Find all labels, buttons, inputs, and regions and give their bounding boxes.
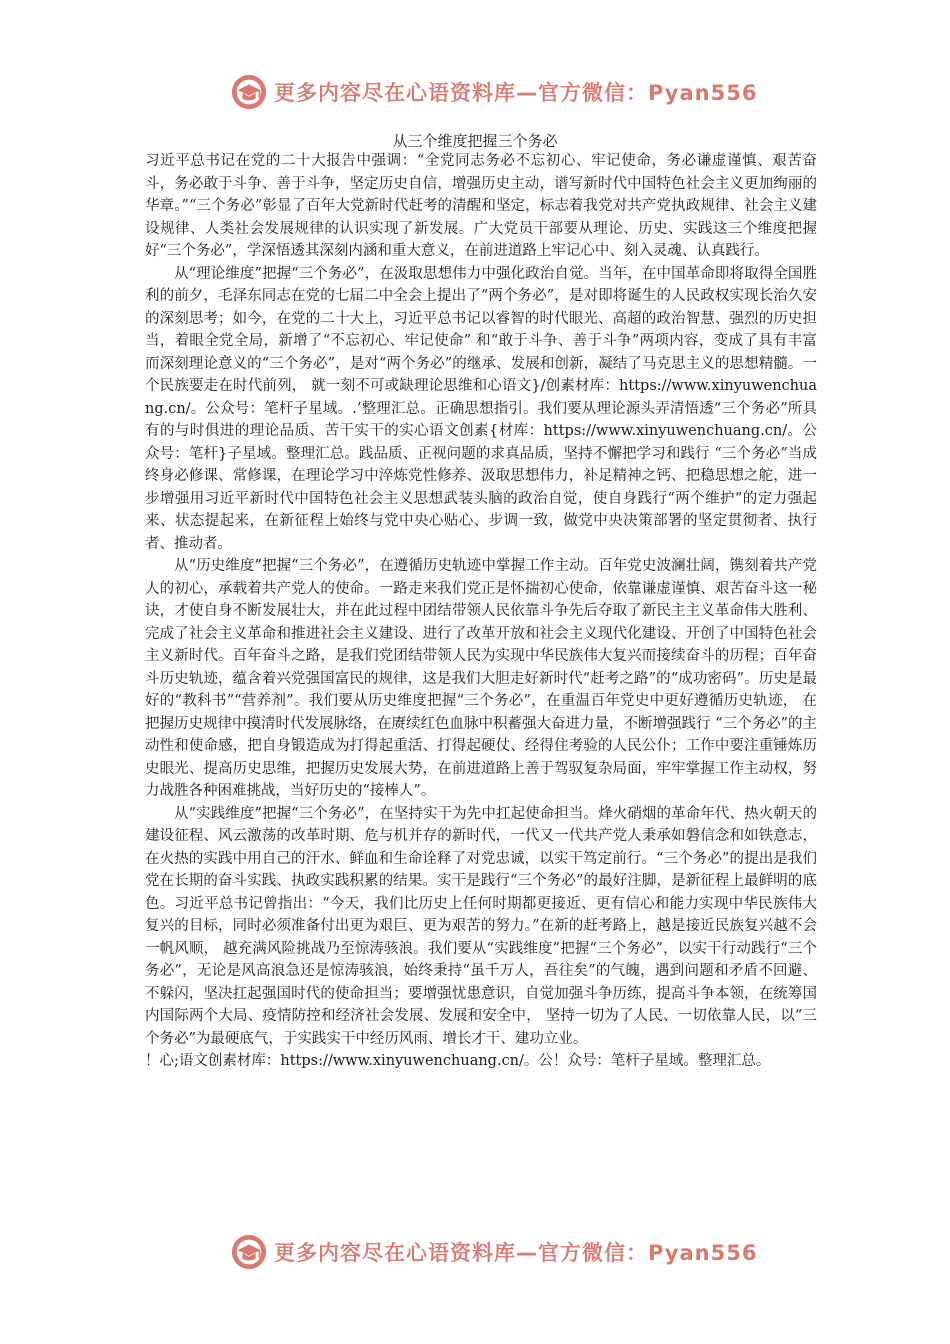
header-banner — [230, 72, 757, 112]
paragraph-footer-note: ！心;语文创素材库：https://www.xinyuwenchuang.cn/。公！众号：笔杆子星域。整理汇总。 — [145, 1053, 771, 1069]
paragraph-practice: 从“实践维度”把握“三个务必”，在坚持实干为先中扛起使命担当。烽火硝烟的革命年代、热火朝天的建设征程、风云激荡的改革时期、危与机并存的新时代，一代又一代共产党人秉承如磐信念和如铁意志，在火热的实践中用自己的汗水、鲜血和生命诠释了对党忠诚，以实干笃定前行。“三个务必”的提出是我们党在长期的奋斗实践、执政实践积累的结果。实干是践行“三个务必”的最好注脚，是新征程上最鲜明的底色。习近平总书记曾指出：“今天，我们比历史上任何时期都更接近、更有信心和能力实现中华民族伟大复兴的目标，同时必须准备付出更为艰巨、更为艰苦的努力。”在新的赶考路上，越是接近民族复兴越不会一帆风顺， 越充满风险挑战乃至惊涛骇浪。我们要从“实践维度”把握“三个务必”，以实干行动践行“三个务必”，无论是风高浪急还是惊涛骇浪，始终秉持“虽千万人，吾往矣”的气魄，遇到问题和矛盾不回避、不躲闪，坚决扛起强国时代的使命担当；要增强忧患意识，自觉加强斗争历练，提高斗争本领，在统筹国内国际两个大局、疫情防控和经济社会发展、发展和安全中， 坚持一切为了人民、一切依靠人民，以“三个务必”为最硬底气，于实践实干中经历风雨、增长才干、建功立业。 — [145, 805, 817, 1047]
mortarboard-icon — [230, 73, 268, 111]
paragraph-history: 从“历史维度”把握“三个务必”，在遵循历史轨迹中掌握工作主动。百年党史波澜壮阔，镌刻着共产党人的初心，承载着共产党人的使命。一路走来我们党正是怀揣初心使命，依靠谦虚谨慎、艰苦奋斗这一秘诀，才使自身不断发展壮大，并在此过程中团结带领人民依靠斗争先后夺取了新民主主义革命伟大胜利、完成了社会主义革命和推进社会主义建设、进行了改革开放和社会主义现代化建设、开创了中国特色社会主义新时代。百年奋斗之路，是我们党团结带领人民为实现中华民族伟大复兴而接续奋斗的历程；百年奋斗历史轨迹，蕴含着兴党强国富民的规律，这是我们大胆走好新时代“赶考之路”的“成功密码”。历史是最好的“教科书”“营养剂”。我们要从历史维度把握“三个务必”，在重温百年党史中更好遵循历史轨迹， 在把握历史规律中摸清时代发展脉络，在赓续红色血脉中积蓄强大奋进力量，不断增强践行 “三个务必”的主动性和使命感，把自身锻造成为打得起重活、打得起硬仗、经得住考验的人民公仆；工作中要注重锤炼历史眼光、提高历史思维，把握历史发展大势，在前进道路上善于驾驭复杂局面，牢牢掌握工作主动权，努力战胜各种困难挑战，当好历史的“接棒人”。 — [145, 558, 817, 799]
footer-banner — [230, 1232, 757, 1272]
banner-text: 更多内容尽在心语资料库—官方微信：Pyan556 — [274, 81, 758, 105]
mortarboard-icon — [230, 1233, 268, 1271]
document-body — [145, 150, 817, 1073]
paragraph-theory: 从“理论维度”把握“三个务必”，在汲取思想伟力中强化政治自觉。当年，在中国革命即将取得全国胜利的前夕，毛泽东同志在党的七届二中全会上提出了“两个务必”，是对即将诞生的人民政权实现长治久安的深刻思考；如今，在党的二十大上，习近平总书记以睿智的时代眼光、高超的政治智慧、强烈的历史担当，着眼全党全局，新增了“不忘初心、牢记使命” 和“敢于斗争、善于斗争”两项内容，变成了具有丰富而深刻理论意义的“三个务必”，是对“两个务必”的继承、发展和创新，凝结了马克思主义的思想精髓。一个民族要走在时代前列， 就一刻不可或缺理论思维和心语文}/创素材库：https://www.xinyuwenchuang.cn/。公众号：笔杆子星域。.’整理汇总。正确思想指引。我们要从理论源头弄清悟透“三个务必”所具有的与时俱进的理论品质、苦干实干的实心语文创素{材库：https://www.xinyuwenchuang.cn/。公众号：笔杆}子星域。整理汇总。践品质、正视问题的求真品质，坚持不懈把学习和践行 “三个务必”当成终身必修课、常修课，在理论学习中淬炼党性修养、汲取思想伟力，补足精神之钙、把稳思想之舵，进一步增强用习近平新时代中国特色社会主义思想武装头脑的政治自觉，使自身践行“两个维护”的定力强起来、状态提起来，在新征程上始终与党中央心贴心、步调一致，做党中央决策部署的坚定贯彻者、执行者、推动者。 — [145, 265, 817, 552]
document-title: 从三个维度把握三个务必 — [392, 132, 558, 150]
paragraph-intro: 习近平总书记在党的二十大报告中强调：“全党同志务必不忘初心、牢记使命，务必谦虚谨慎、艰苦奋斗，务必敢于斗争、善于斗争，坚定历史自信，增强历史主动，谱写新时代中国特色社会主义更加绚丽的华章。”“三个务必”彰显了百年大党新时代赶考的清醒和坚定，标志着我党对共产党执政规律、社会主义建设规律、人类社会发展规律的认识实现了新发展。广大党员干部要从理论、历史、实践这三个维度把握好“三个务必”，学深悟透其深刻内涵和重大意义，在前进道路上牢记心中、刻入灵魂、认真践行。 — [145, 153, 817, 259]
banner-text: 更多内容尽在心语资料库—官方微信：Pyan556 — [274, 1241, 758, 1265]
